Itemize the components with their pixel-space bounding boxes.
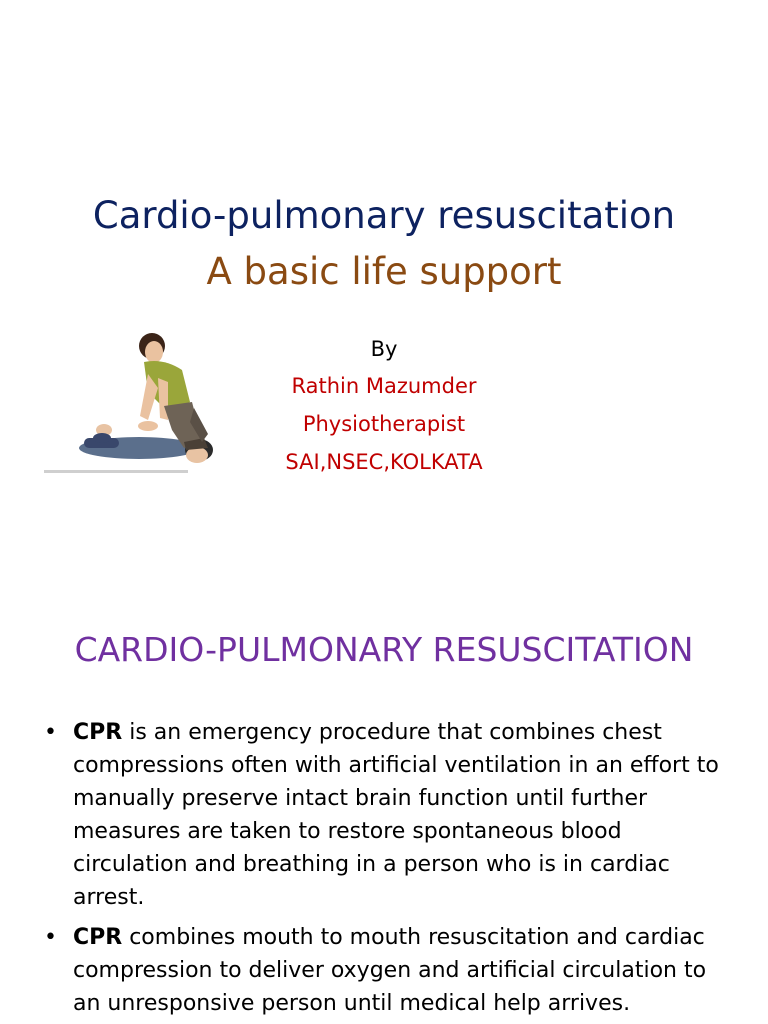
bullet-text: is an emergency procedure that combines chest compressions often with artificial ventilation in an effort to manually preserve intact brain function until further measures are taken to restore spontaneous blood circulation and breathing in a person who is in cardiac arrest. [73, 720, 719, 910]
author-role: Physiotherapist [302, 412, 466, 436]
bullet-icon: • [44, 720, 57, 745]
bullet-text: combines mouth to mouth resuscitation and cardiac compression to deliver oxygen and artificial circulation to an unresponsive person until medical help arrives. [73, 925, 707, 1016]
cpr-illustration [44, 330, 230, 478]
author-organization: SAI,NSEC,KOLKATA [285, 450, 483, 474]
slide-title: Cardio-pulmonary resuscitation [92, 194, 676, 237]
slide-subtitle: A basic life support [206, 250, 562, 293]
cpr-illustration-icon [44, 330, 230, 478]
bullet-icon: • [44, 925, 57, 950]
bullet-lead: CPR [73, 925, 123, 950]
bullet-list [44, 716, 734, 1024]
bullet-lead: CPR [73, 720, 123, 745]
bullet-item [44, 716, 734, 914]
by-label: By [370, 337, 398, 361]
bullet-item [44, 921, 734, 1020]
section-heading: CARDIO-PULMONARY RESUSCITATION [74, 630, 694, 669]
author-name: Rathin Mazumder [291, 374, 477, 398]
